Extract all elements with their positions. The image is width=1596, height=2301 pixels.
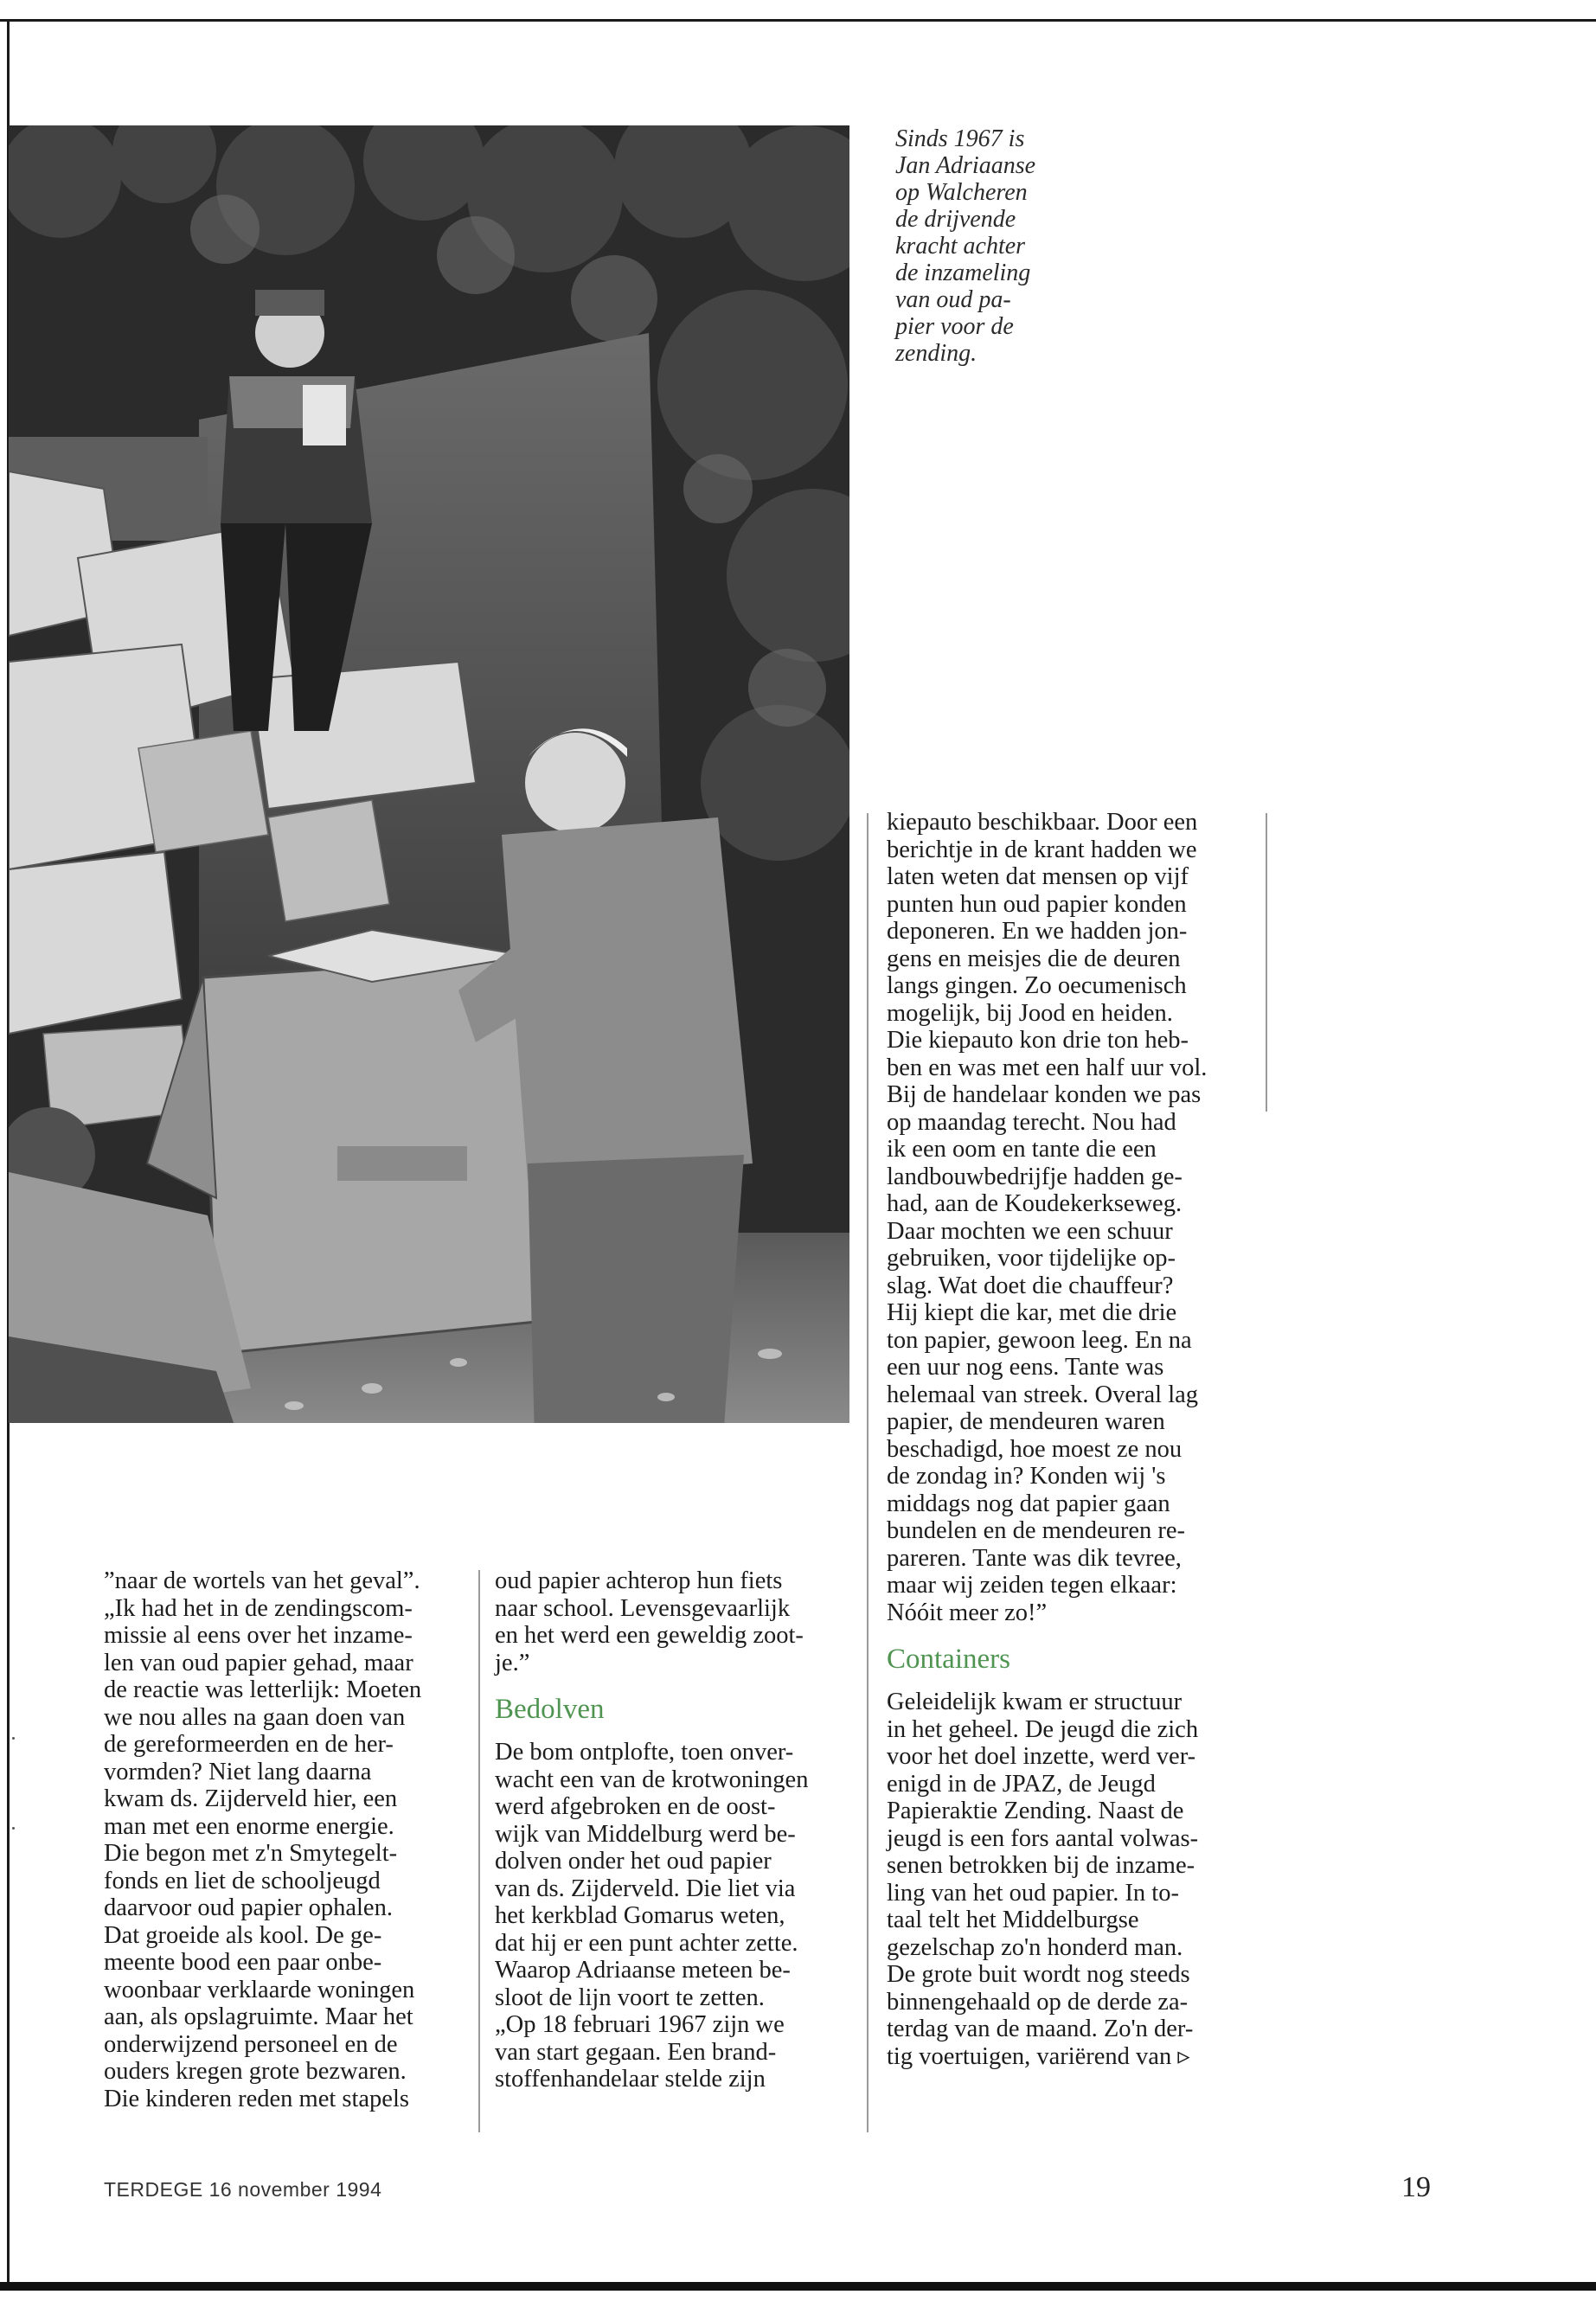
- margin-mark: [12, 1737, 15, 1740]
- text-line: woonbaar verklaarde woningen: [104, 1976, 415, 2003]
- text-line: Papieraktie Zending. Naast de: [887, 1798, 1184, 1824]
- text-line: Die kiepauto kon drie ton heb-: [887, 1027, 1189, 1054]
- text-line: „Ik had het in de zendingscom-: [104, 1594, 413, 1622]
- text-line: aan, als opslagruimte. Maar het: [104, 2003, 413, 2030]
- text-line: je.”: [495, 1649, 530, 1676]
- section-heading-containers: Containers: [887, 1644, 1010, 1675]
- page-border-top: [0, 19, 1596, 22]
- text-line: naar school. Levensgevaarlijk: [495, 1594, 791, 1622]
- text-line: ”naar de wortels van het geval”.: [104, 1567, 420, 1594]
- text-line: Geleidelijk kwam er structuur: [887, 1689, 1183, 1715]
- text-line: Sinds 1967 is: [895, 125, 1025, 152]
- text-line: Waarop Adriaanse meteen be-: [495, 1957, 791, 1984]
- text-line: Bij de handelaar konden we pas: [887, 1081, 1202, 1108]
- text-line: Die begon met z'n Smytegelt-: [104, 1840, 398, 1867]
- text-line: we nou alles na gaan doen van: [104, 1703, 406, 1731]
- text-line: onderwijzend personeel en de: [104, 2030, 398, 2058]
- text-line: slag. Wat doet die chauffeur?: [887, 1272, 1174, 1299]
- text-line: en het werd een geweldig zoot-: [495, 1622, 804, 1649]
- text-line: langs gingen. Zo oecumenisch: [887, 972, 1187, 999]
- text-line: berichtje in de krant hadden we: [887, 836, 1197, 863]
- text-line: bundelen en de mendeuren re-: [887, 1517, 1186, 1544]
- text-line: terdag van de maand. Zo'n der-: [887, 2016, 1194, 2042]
- text-line: ik een oom en tante die een: [887, 1136, 1157, 1163]
- text-block: [495, 1567, 849, 1676]
- text-column-mid: [495, 1567, 849, 2093]
- text-line: de zondag in? Konden wij 's: [887, 1463, 1166, 1490]
- text-line: zending.: [895, 340, 977, 367]
- text-line: deponeren. En we hadden jon-: [887, 918, 1188, 945]
- text-line: in het geheel. De jeugd die zich: [887, 1715, 1199, 1743]
- text-line: van ds. Zijderveld. Die liet via: [495, 1875, 796, 1902]
- text-line: voor het doel inzette, werd ver-: [887, 1743, 1196, 1770]
- text-line: jeugd is een fors aantal volwas-: [887, 1824, 1199, 1852]
- text-line: een uur nog eens. Tante was: [887, 1354, 1164, 1381]
- text-line: fonds en liet de schooljeugd: [104, 1867, 381, 1894]
- text-line: punten hun oud papier konden: [887, 890, 1187, 918]
- text-line: mogelijk, bij Jood en heiden.: [887, 999, 1173, 1027]
- text-line: De grote buit wordt nog steeds: [887, 1961, 1190, 1988]
- text-line: sloot de lijn voort te zetten.: [495, 1984, 765, 2011]
- text-line: pareren. Tante was dik tevree,: [887, 1544, 1182, 1572]
- text-line: ouders kregen grote bezwaren.: [104, 2058, 407, 2085]
- text-block: [495, 1739, 849, 2093]
- text-line: wijk van Middelburg werd be-: [495, 1820, 796, 1848]
- page-border-bottom: [0, 2282, 1596, 2291]
- text-line: stoffenhandelaar stelde zijn: [495, 2066, 766, 2093]
- photo-caption: [895, 125, 1099, 367]
- text-line: kiepauto beschikbaar. Door een: [887, 809, 1198, 836]
- text-line: dolven onder het oud papier: [495, 1848, 772, 1875]
- text-line: meente bood een paar onbe-: [104, 1949, 382, 1976]
- text-line: de inzameling: [895, 260, 1031, 286]
- column-rule-far: [1266, 813, 1267, 1112]
- text-line: enigd in de JPAZ, de Jeugd: [887, 1770, 1156, 1798]
- text-line: op Walcheren: [895, 179, 1028, 206]
- text-line: pier voor de: [895, 313, 1014, 340]
- text-line: papier, de mendeuren waren: [887, 1408, 1165, 1435]
- text-line: ton papier, gewoon leeg. En na: [887, 1326, 1192, 1354]
- text-line: taal telt het Middelburgse: [887, 1907, 1139, 1933]
- text-line: op maandag terecht. Nou had: [887, 1108, 1176, 1136]
- text-line: laten weten dat mensen op vijf: [887, 863, 1189, 890]
- text-line: Nóóit meer zo!”: [887, 1599, 1048, 1626]
- text-line: Dat groeide als kool. De ge-: [104, 1921, 382, 1949]
- text-line: de reactie was letterlijk: Moeten: [104, 1676, 422, 1703]
- text-line: len van oud papier gehad, maar: [104, 1649, 413, 1676]
- text-line: man met een enorme energie.: [104, 1812, 394, 1840]
- column-rule-mid: [478, 1570, 480, 2132]
- text-line: Hij kiept die kar, met die drie: [887, 1299, 1177, 1326]
- text-line: De bom ontplofte, toen onver-: [495, 1739, 794, 1766]
- text-line: de gereformeerden en de her-: [104, 1731, 394, 1758]
- text-line: gebruiken, voor tijdelijke op-: [887, 1245, 1176, 1272]
- text-column-left: [104, 1567, 458, 2112]
- text-line: ben en was met een half uur vol.: [887, 1054, 1208, 1081]
- text-line: middags nog dat papier gaan: [887, 1490, 1170, 1517]
- text-line: oud papier achterop hun fiets: [495, 1567, 783, 1594]
- text-line: landbouwbedrijfje hadden ge-: [887, 1163, 1183, 1190]
- section-heading-bedolven: Bedolven: [495, 1694, 605, 1725]
- article-photo: [9, 125, 849, 1423]
- column-rule-right: [867, 813, 869, 2132]
- text-line: maar wij zeiden tegen elkaar:: [887, 1572, 1177, 1599]
- text-line: van oud pa-: [895, 286, 1011, 313]
- text-line: binnengehaald op de derde za-: [887, 1988, 1189, 2016]
- text-block: [887, 809, 1250, 1626]
- text-block: [887, 1689, 1250, 2070]
- text-line: gens en meisjes die de deuren: [887, 945, 1181, 972]
- text-line: beschadigd, hoe moest ze nou: [887, 1435, 1183, 1463]
- text-line: ling van het oud papier. In to-: [887, 1879, 1179, 1907]
- text-line: gezelschap zo'n honderd man.: [887, 1933, 1183, 1961]
- text-line: dat hij er een punt achter zette.: [495, 1929, 798, 1957]
- text-line: werd afgebroken en de oost-: [495, 1793, 776, 1820]
- text-line: kracht achter: [895, 233, 1026, 260]
- text-line: het kerkblad Gomarus weten,: [495, 1902, 785, 1929]
- text-line: missie al eens over het inzame-: [104, 1622, 413, 1649]
- text-line: daarvoor oud papier ophalen.: [104, 1894, 393, 1921]
- text-line: had, aan de Koudekerkseweg.: [887, 1190, 1183, 1217]
- text-line: de drijvende: [895, 206, 1016, 233]
- text-line: kwam ds. Zijderveld hier, een: [104, 1785, 398, 1812]
- text-line: „Op 18 februari 1967 zijn we: [495, 2011, 785, 2038]
- page-number: 19: [1401, 2171, 1431, 2203]
- text-line: vormden? Niet lang daarna: [104, 1758, 372, 1785]
- text-line: van start gegaan. Een brand-: [495, 2038, 777, 2066]
- text-line: Jan Adriaanse: [895, 152, 1036, 179]
- margin-mark: [12, 1827, 15, 1830]
- text-line: Die kinderen reden met stapels: [104, 2085, 409, 2112]
- text-line: senen betrokken bij de inzame-: [887, 1852, 1195, 1879]
- text-line: helemaal van streek. Overal lag: [887, 1381, 1199, 1408]
- text-line: tig voertuigen, variërend van ▹: [887, 2042, 1190, 2070]
- text-line: Daar mochten we een schuur: [887, 1217, 1173, 1245]
- text-line: wacht een van de krotwoningen: [495, 1766, 809, 1793]
- footer-magazine-date: TERDEGE 16 november 1994: [104, 2178, 382, 2201]
- text-column-right: [887, 809, 1250, 2070]
